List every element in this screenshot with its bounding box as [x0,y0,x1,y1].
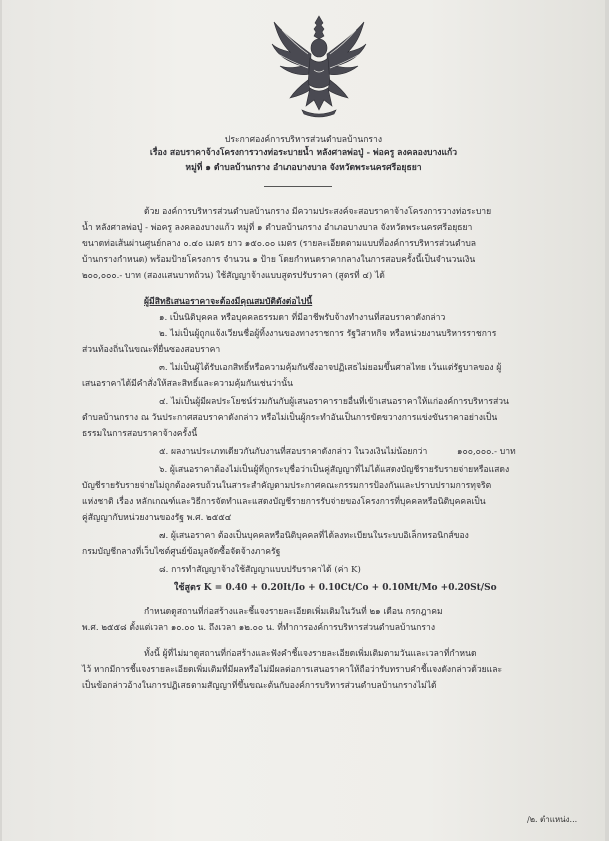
garuda-emblem [268,14,370,118]
announcement-title: ประกาศองค์การบริหารส่วนตำบลบ้านกราง [224,135,383,145]
para1-line-3: ขนาดท่อเส้นผ่านศูนย์กลาง ๐.๔๐ เมตร ยาว ๑๕๐.๐๐ เมตร (รายละเอียดตามแบบที่องค์การบริหารส่วนตำบล [82,239,477,249]
item-4: ๔. ไม่เป็นผู้มีผลประโยชน์ร่วมกันกับผู้เสนอราคารายอื่นที่เข้าเสนอราคาให้แก่องค์การบริหารส่วน [159,397,509,407]
item-2-cont: ส่วนท้องถิ่นในขณะที่ยื่นซองสอบราคา [82,345,221,355]
item-5-amount: ๑๐๐,๐๐๐.- บาท [457,447,516,457]
item-6: ๖. ผู้เสนอราคาต้องไม่เป็นผู้ที่ถูกระบุชื่อว่าเป็นคู่สัญญาที่ไม่ได้แสดงบัญชีรายรับรายจ่ายหรือแสดง [159,465,510,475]
subject-line-1: เรื่อง สอบราคาจ้างโครงการวางท่อระบายน้ำ หลังศาลพ่อปู่ - พ่อครู ลงคลองบางแก้ว [149,148,458,158]
item-2: ๒. ไม่เป็นผู้ถูกแจ้งเวียนชื่อผู้ทิ้งงานของทางราชการ รัฐวิสาหกิจ หรือหน่วยงานบริหารราชการ [159,329,497,339]
title-divider [264,186,332,187]
item-8: ๘. การทำสัญญาจ้างใช้สัญญาแบบปรับราคาได้ (ค่า K) [159,565,361,575]
notice-line-2: ไว้ หากมีการชี้แจงรายละเอียดเพิ่มเติมที่มีผลหรือไม่มีผลต่อการเสนอราคาให้ถือว่ารับทราบคำชี้แจงดังกล่าวด้วยและ [82,665,503,675]
para1-line-2: น้ำ หลังศาลพ่อปู่ - พ่อครู ลงคลองบางแก้ว หมู่ที่ ๑ ตำบลบ้านกราง อำเภอบางบาล จังหวัดพระนครศรีอยุธยา [82,223,473,233]
item-3-cont: เสนอราคาได้มีคำสั่งให้สละสิทธิ์และความคุ้มกันเช่นว่านั้น [82,379,293,389]
item-5: ๕. ผลงานประเภทเดียวกันกับงานที่สอบราคาดังกล่าว ในวงเงินไม่น้อยกว่า [159,447,428,457]
price-adjustment-formula: ใช้สูตร K = 0.40 + 0.20It/Io + 0.10Ct/Co + 0.10Mt/Mo +0.20St/So [174,583,497,593]
item-6-cont-1: บัญชีรายรับรายจ่ายไม่ถูกต้องครบถ้วนในสาระสำคัญตามประกาศคณะกรรมการป้องกันและปราบปรามการทุจริต [82,481,492,491]
item-4-cont-1: ตำบลบ้านกราง ณ วันประกาศสอบราคาดังกล่าว หรือไม่เป็นผู้กระทำอันเป็นการขัดขวางการแข่งขันราคาอย่างเป็น [82,413,498,423]
qualifications-heading: ผู้มีสิทธิเสนอราคาจะต้องมีคุณสมบัติดังต่อไปนี้ [144,297,313,307]
item-1: ๑. เป็นนิติบุคคล หรือบุคคลธรรมดา ที่มีอาชีพรับจ้างทำงานที่สอบราคาดังกล่าว [159,313,446,323]
schedule-line-1: กำหนดดูสถานที่ก่อสร้างและชี้แจงรายละเอียดเพิ่มเติมในวันที่ ๒๑ เดือน กรกฎาคม [144,607,443,617]
item-6-cont-3: คู่สัญญากับหน่วยงานของรัฐ พ.ศ. ๒๕๕๔ [82,513,232,523]
item-7: ๗. ผู้เสนอราคา ต้องเป็นบุคคลหรือนิติบุคคลที่ได้ลงทะเบียนในระบบอิเล็กทรอนิกส์ของ [159,531,469,541]
item-7-cont: กรมบัญชีกลางที่เว็บไซต์ศูนย์ข้อมูลจัดซื้อจัดจ้างภาครัฐ [82,547,281,557]
para1-line-4: บ้านกรางกำหนด) พร้อมป้ายโครงการ จำนวน ๑ ป้าย โดยกำหนดราคากลางในการสอบครั้งนี้เป็นจำนวนเงิน [82,255,476,265]
document-page [2,0,605,841]
item-3: ๓. ไม่เป็นผู้ได้รับเอกสิทธิ์หรือความคุ้มกันซึ่งอาจปฏิเสธไม่ยอมขึ้นศาลไทย เว้นแต่รัฐบาลของ ผู้ [159,363,502,373]
para1-line-1: ด้วย องค์การบริหารส่วนตำบลบ้านกราง มีความประสงค์จะสอบราคาจ้างโครงการวางท่อระบาย [144,207,492,217]
item-6-cont-2: แห่งชาติ เรื่อง หลักเกณฑ์และวิธีการจัดทำและแสดงบัญชีรายการรับจ่ายของโครงการที่บุคคลหรือนิติบุคคลเป็น [82,497,486,507]
page-continuation-marker: /๒. ตำแหน่ง... [527,815,578,824]
notice-line-1: ทั้งนี้ ผู้ที่ไม่มาดูสถานที่ก่อสร้างและฟังคำชี้แจงรายละเอียดเพิ่มเติมตามวันและเวลาที่กำหนด [144,649,477,659]
schedule-line-2: พ.ศ. ๒๕๕๘ ตั้งแต่เวลา ๑๐.๐๐ น. ถึงเวลา ๑๒.๐๐ น. ที่ทำการองค์การบริหารส่วนตำบลบ้านกราง [82,623,436,633]
para1-line-5: ๒๐๐,๐๐๐.- บาท (สองแสนบาทถ้วน) ใช้สัญญาจ้างแบบสูตรปรับราคา (สูตรที่ ๔) ได้ [82,271,385,281]
notice-line-3: เป็นข้อกล่าวอ้างในการปฏิเสธตามสัญญาที่ขึ้นขณะต้นกับองค์การบริหารส่วนตำบลบ้านกรางไม่ได้ [82,681,437,691]
subject-line-2: หมู่ที่ ๑ ตำบลบ้านกราง อำเภอบางบาล จังหวัดพระนครศรีอยุธยา [185,163,422,173]
item-4-cont-2: ธรรมในการสอบราคาจ้างครั้งนี้ [82,429,198,439]
